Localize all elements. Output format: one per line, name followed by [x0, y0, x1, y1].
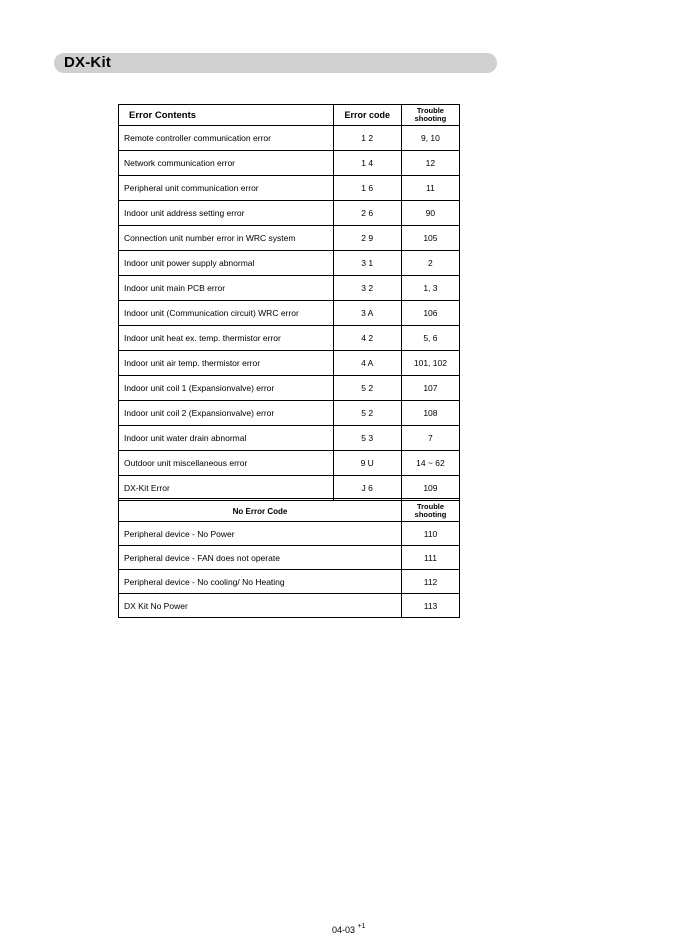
table-row — [119, 151, 460, 176]
header-trouble-shooting — [401, 105, 459, 126]
table-row — [119, 301, 460, 326]
table-row — [119, 594, 460, 618]
device-condition: Peripheral device - FAN does not operate — [119, 546, 402, 570]
section-title: DX-Kit — [64, 54, 112, 71]
trouble-shooting-ref: 2 — [401, 251, 459, 276]
trouble-shooting-ref: 1, 3 — [401, 276, 459, 301]
error-code: 3 1 — [333, 251, 401, 276]
error-code: 1 6 — [333, 176, 401, 201]
error-description: Network communication error — [119, 151, 334, 176]
error-code: 4 2 — [333, 326, 401, 351]
device-condition: Peripheral device - No cooling/ No Heating — [119, 570, 402, 594]
error-description: Peripheral unit communication error — [119, 176, 334, 201]
error-description: Indoor unit coil 1 (Expansionvalve) error — [119, 376, 334, 401]
error-code: 2 9 — [333, 226, 401, 251]
table-header-row — [119, 500, 460, 522]
trouble-shooting-ref: 90 — [401, 201, 459, 226]
table-row — [119, 401, 460, 426]
trouble-shooting-ref: 106 — [401, 301, 459, 326]
trouble-shooting-ref: 107 — [401, 376, 459, 401]
table-row — [119, 570, 460, 594]
header-trouble-line2: shooting — [414, 510, 447, 519]
error-description: Indoor unit (Communication circuit) WRC error — [119, 301, 334, 326]
error-description: Indoor unit address setting error — [119, 201, 334, 226]
trouble-shooting-ref: 113 — [402, 594, 460, 618]
header-error-code: Error code — [333, 105, 401, 126]
table-header-row — [119, 105, 460, 126]
error-code-table — [118, 104, 460, 501]
header-no-error-code: No Error Code — [119, 500, 402, 522]
error-code: 5 2 — [333, 376, 401, 401]
error-description: Indoor unit water drain abnormal — [119, 426, 334, 451]
table-row — [119, 546, 460, 570]
trouble-shooting-ref: 7 — [401, 426, 459, 451]
table-row — [119, 126, 460, 151]
trouble-shooting-ref: 110 — [402, 522, 460, 546]
table-row — [119, 522, 460, 546]
error-code: 4 A — [333, 351, 401, 376]
trouble-shooting-ref: 108 — [401, 401, 459, 426]
trouble-shooting-ref: 112 — [402, 570, 460, 594]
error-description: Indoor unit power supply abnormal — [119, 251, 334, 276]
table-row — [119, 451, 460, 476]
section-header-bar — [54, 53, 497, 73]
trouble-shooting-ref: 101, 102 — [401, 351, 459, 376]
page-number — [332, 924, 366, 935]
error-code: 9 U — [333, 451, 401, 476]
header-trouble-shooting — [402, 500, 460, 522]
table-row — [119, 226, 460, 251]
error-code: 3 2 — [333, 276, 401, 301]
table-row — [119, 351, 460, 376]
error-code: 5 3 — [333, 426, 401, 451]
header-trouble-line1: Trouble — [416, 106, 444, 115]
error-description: Remote controller communication error — [119, 126, 334, 151]
error-description: DX-Kit Error — [119, 476, 334, 501]
table-row — [119, 476, 460, 501]
error-description: Indoor unit air temp. thermistor error — [119, 351, 334, 376]
trouble-shooting-ref: 111 — [402, 546, 460, 570]
table-row — [119, 276, 460, 301]
trouble-shooting-ref: 9, 10 — [401, 126, 459, 151]
table-row — [119, 176, 460, 201]
error-description: Indoor unit coil 2 (Expansionvalve) error — [119, 401, 334, 426]
table-row — [119, 326, 460, 351]
error-code: J 6 — [333, 476, 401, 501]
error-code: 1 4 — [333, 151, 401, 176]
page-number-text: 04-03 — [332, 925, 356, 935]
header-trouble-line2: shooting — [414, 114, 447, 123]
error-code: 5 2 — [333, 401, 401, 426]
header-error-contents: Error Contents — [119, 105, 334, 126]
error-code: 2 6 — [333, 201, 401, 226]
error-code: 1 2 — [333, 126, 401, 151]
table-row — [119, 376, 460, 401]
trouble-shooting-ref: 105 — [401, 226, 459, 251]
device-condition: Peripheral device - No Power — [119, 522, 402, 546]
table-row — [119, 426, 460, 451]
error-description: Connection unit number error in WRC system — [119, 226, 334, 251]
trouble-shooting-ref: 5, 6 — [401, 326, 459, 351]
trouble-shooting-ref: 12 — [401, 151, 459, 176]
table-row — [119, 251, 460, 276]
error-description: Indoor unit main PCB error — [119, 276, 334, 301]
error-description: Indoor unit heat ex. temp. thermistor error — [119, 326, 334, 351]
device-condition: DX Kit No Power — [119, 594, 402, 618]
error-code: 3 A — [333, 301, 401, 326]
trouble-shooting-ref: 11 — [401, 176, 459, 201]
error-description: Outdoor unit miscellaneous error — [119, 451, 334, 476]
no-error-code-table — [118, 498, 460, 618]
table-row — [119, 201, 460, 226]
trouble-shooting-ref: 109 — [401, 476, 459, 501]
header-trouble-line1: Trouble — [416, 502, 445, 511]
trouble-shooting-ref: 14 ~ 62 — [401, 451, 459, 476]
page-number-suffix: +1 — [357, 923, 366, 930]
